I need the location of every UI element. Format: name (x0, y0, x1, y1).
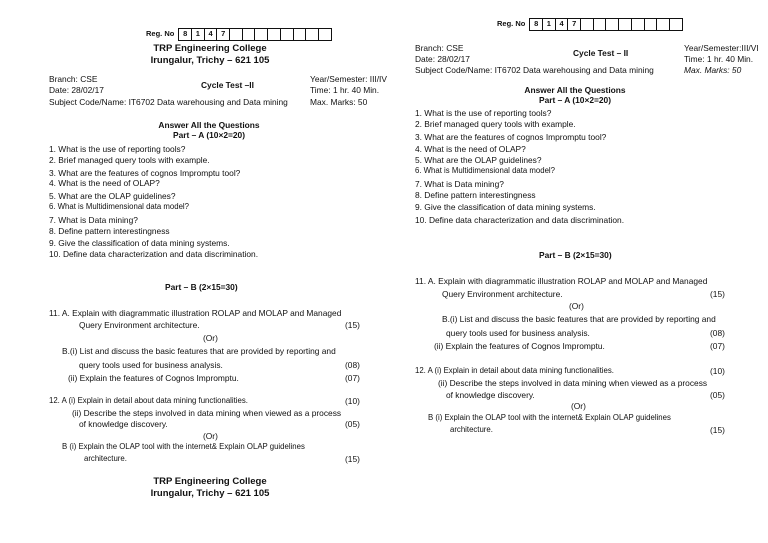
time-text: Time: 1 hr. 40 Min. (684, 54, 754, 64)
q12-b-line2: architecture. (450, 425, 493, 434)
q12-a1-marks: (10) (345, 396, 360, 406)
college-name: TRP Engineering College (153, 476, 267, 487)
q11-b1-line2: query tools used for business analysis. (446, 328, 590, 338)
q11-b1-line1: B.(i) List and discuss the basic features that are provided by reporting and (62, 346, 336, 356)
part-a-list (415, 108, 624, 226)
part-a-title: Part – A (10×2=20) (172, 129, 245, 140)
reg-digit (255, 29, 268, 40)
reg-digit: 1 (192, 29, 205, 40)
college-footer (100, 476, 320, 500)
college-address: Irungalur, Trichy – 621 105 (150, 488, 270, 499)
reg-digit (306, 29, 319, 40)
q11-b2-marks: (07) (710, 341, 725, 351)
part-a-title: Part – A (10×2=20) (538, 94, 611, 105)
reg-digit: 4 (556, 19, 569, 30)
q11-b1-line1: B.(i) List and discuss the basic features that are provided by reporting and (442, 314, 716, 324)
part-a-question: 10. Define data characterization and data discrimination. (415, 215, 625, 226)
q11-b2-line1: (ii) Explain the features of Cognos Impromptu. (434, 341, 605, 351)
reg-digit (319, 29, 331, 40)
q12-b-line1: B (i) Explain the OLAP tool with the internet& Explain OLAP guidelines (62, 442, 305, 451)
year-semester-text: Year/Semester:III/VI (684, 43, 759, 53)
part-a-question: 3. What are the features of cognos Impromptu tool? (49, 167, 241, 178)
reg-no-label: Reg. No (497, 19, 526, 29)
branch-text: Branch: CSE (415, 43, 464, 53)
q12-a2-line2: of knowledge discovery. (446, 390, 535, 400)
q12-b-line2: architecture. (84, 454, 127, 463)
reg-digit (294, 29, 307, 40)
reg-digit (619, 19, 632, 30)
reg-no-field (497, 18, 683, 31)
reg-digit (657, 19, 670, 30)
q11-b2-marks: (07) (345, 373, 360, 383)
reg-digit: 7 (217, 29, 230, 40)
q12-a1-line1: 12. A (i) Explain in detail about data mining functionalities. (49, 396, 248, 405)
reg-digit (670, 19, 682, 30)
reg-digit (243, 29, 256, 40)
reg-digit (632, 19, 645, 30)
answer-all-text: Answer All the Questions (524, 85, 626, 95)
part-a-question: 2. Brief managed query tools with example. (49, 154, 210, 165)
q12-a2-line1: (ii) Describe the steps involved in data mining when viewed as a process (438, 378, 708, 388)
reg-digit (268, 29, 281, 40)
q11-a-line2: Query Environment architecture. (79, 320, 200, 330)
part-a-question: 7. What is Data mining? (49, 214, 138, 225)
reg-digit (606, 19, 619, 30)
answer-all-heading (109, 121, 309, 140)
answer-all-text: Answer All the Questions (158, 120, 260, 130)
part-a-question: 9. Give the classification of data mining systems. (415, 202, 596, 213)
max-marks-text: Max. Marks: 50 (310, 97, 368, 107)
reg-digit: 4 (205, 29, 218, 40)
part-a-list (49, 144, 258, 260)
q11-b1-marks: (08) (710, 328, 725, 338)
part-a-question: 4. What is the need of OLAP? (49, 178, 160, 189)
q12-b-line1: B (i) Explain the OLAP tool with the internet& Explain OLAP guidelines (428, 413, 671, 422)
q12-or: (Or) (571, 401, 586, 411)
part-a-question: 6. What is Multidimensional data model? (415, 165, 555, 175)
q11-a-line2: Query Environment architecture. (442, 289, 563, 299)
reg-digit (230, 29, 243, 40)
part-a-question: 6. What is Multidimensional data model? (49, 201, 189, 211)
q12-a2-line2: of knowledge discovery. (79, 419, 168, 429)
subject-text: Subject Code/Name: IT6702 Data warehousing and Data mining (415, 65, 654, 75)
part-a-question: 10. Define data characterization and data discrimination. (49, 249, 259, 260)
branch-text: Branch: CSE (49, 74, 98, 84)
reg-digit (645, 19, 658, 30)
right-question-paper (384, 0, 768, 543)
part-a-question: 8. Define pattern interestingness (415, 189, 536, 200)
q11-a-marks: (15) (710, 289, 725, 299)
reg-no-label: Reg. No (146, 29, 175, 39)
part-b-title: Part – B (2×15=30) (165, 282, 238, 292)
max-marks-text: Max. Marks: 50 (684, 65, 742, 75)
part-a-question: 7. What is Data mining? (415, 178, 504, 189)
part-a-question: 3. What are the features of cognos Impromptu tool? (415, 131, 607, 142)
reg-no-field (146, 28, 332, 41)
part-a-question: 9. Give the classification of data mining systems. (49, 238, 230, 249)
test-title: Cycle Test – II (573, 48, 629, 58)
reg-digit: 1 (543, 19, 556, 30)
part-a-question: 2. Brief managed query tools with example. (415, 118, 576, 129)
q11-b1-line2: query tools used for business analysis. (79, 360, 223, 370)
reg-digit (594, 19, 607, 30)
q12-b-marks: (15) (345, 454, 360, 464)
part-a-question: 1. What is the use of reporting tools? (415, 108, 552, 118)
reg-digit (581, 19, 594, 30)
q11-a-line1: 11. A. Explain with diagrammatic illustration ROLAP and MOLAP and Managed (49, 308, 342, 318)
q12-a1-marks: (10) (710, 366, 725, 376)
q12-a2-marks: (05) (710, 390, 725, 400)
reg-digit: 8 (179, 29, 192, 40)
q12-or: (Or) (203, 431, 218, 441)
part-a-question: 4. What is the need of OLAP? (415, 144, 526, 155)
q11-b2-line1: (ii) Explain the features of Cognos Impromptu. (68, 373, 239, 383)
q11-b1-marks: (08) (345, 360, 360, 370)
part-a-question: 8. Define pattern interestingness (49, 225, 170, 236)
reg-digit: 8 (530, 19, 543, 30)
year-semester-text: Year/Semester: III/IV (310, 74, 387, 84)
q12-a2-line1: (ii) Describe the steps involved in data mining when viewed as a process (72, 408, 342, 418)
time-text: Time: 1 hr. 40 Min. (310, 85, 380, 95)
college-name: TRP Engineering College (153, 43, 267, 54)
part-a-question: 5. What are the OLAP guidelines? (49, 191, 176, 202)
part-a-question: 5. What are the OLAP guidelines? (415, 155, 542, 166)
q11-or: (Or) (569, 301, 584, 311)
reg-no-boxes (178, 28, 331, 41)
subject-text: Subject Code/Name: IT6702 Data warehousing and Data mining (49, 97, 288, 107)
q11-a-line1: 11. A. Explain with diagrammatic illustration ROLAP and MOLAP and Managed (415, 276, 708, 286)
part-a-question: 1. What is the use of reporting tools? (49, 144, 186, 154)
answer-all-heading (475, 86, 675, 105)
reg-digit (281, 29, 294, 40)
reg-digit: 7 (568, 19, 581, 30)
date-text: Date: 28/02/17 (415, 54, 470, 64)
college-address: Irungalur, Trichy – 621 105 (150, 55, 270, 66)
q12-a2-marks: (05) (345, 419, 360, 429)
part-b-title: Part – B (2×15=30) (539, 250, 612, 260)
test-title: Cycle Test –II (201, 80, 254, 90)
college-header (100, 43, 320, 67)
q12-a1-line1: 12. A (i) Explain in detail about data mining functionalities. (415, 366, 614, 375)
reg-no-boxes (529, 18, 682, 31)
q11-or: (Or) (203, 333, 218, 343)
date-text: Date: 28/02/17 (49, 85, 104, 95)
q12-b-marks: (15) (710, 425, 725, 435)
q11-a-marks: (15) (345, 320, 360, 330)
